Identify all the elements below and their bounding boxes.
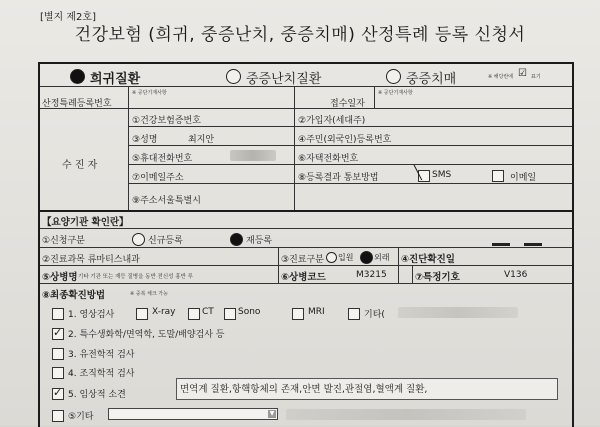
received-date-note: ※ 공단기재사항 xyxy=(378,90,413,96)
imaging-label: 1. 영상검사 xyxy=(68,310,115,320)
diagnosis-date-mark xyxy=(524,243,542,246)
institution-section-title: 【요양기관 확인란】 xyxy=(42,217,129,228)
diagnosis-date-mark xyxy=(492,243,510,246)
attachment-label: [별지 제2호] xyxy=(40,12,96,23)
received-date-label: 접수일자 xyxy=(330,99,365,109)
radio-intractable-disease[interactable] xyxy=(226,69,241,84)
ct-option: CT xyxy=(202,307,214,317)
sono-option: Sono xyxy=(238,307,261,317)
name-label: ③성명 xyxy=(132,135,158,145)
option-rare-disease: 희귀질환 xyxy=(90,72,141,87)
registration-number-label: 산정특례등록번호 xyxy=(42,99,112,109)
form-title: 건강보험 (희귀, 중증난치, 중증치매) 산정특례 등록 신청서 xyxy=(74,25,526,45)
email-option: 이메일 xyxy=(510,173,537,183)
subscriber-label: ②가입자(세대주) xyxy=(298,116,366,126)
radio-new-registration[interactable] xyxy=(132,233,145,246)
special-code-label: ⑦특정기호 xyxy=(415,272,460,283)
radio-outpatient[interactable] xyxy=(360,251,373,264)
other-imaging-checkbox[interactable] xyxy=(348,308,360,320)
inpatient-option: 입원 xyxy=(338,253,354,262)
marking-note: ※ 해당란에 xyxy=(488,74,514,80)
insurance-number-label: ①건강보험증번호 xyxy=(132,116,201,126)
special-code-value[interactable]: V136 xyxy=(504,270,528,280)
option-intractable-disease: 중증난치질환 xyxy=(246,72,322,87)
care-type-label: ③진료구분 xyxy=(281,255,324,265)
clinical-findings-checkbox[interactable] xyxy=(52,388,64,400)
special-test-label: 2. 특수생화학/면역학, 도말/배양검사 등 xyxy=(68,330,225,340)
notify-method-label: ⑧등록결과 통보방법 xyxy=(298,173,379,183)
option-dementia: 중증치매 xyxy=(406,72,457,87)
confirmation-method-label: ⑧최종확진방법 xyxy=(42,290,106,301)
resident-number-label: ④주민(외국인)등록번호 xyxy=(298,135,392,145)
sms-option: SMS xyxy=(432,170,452,180)
re-registration-option: 재등록 xyxy=(246,236,273,246)
marking-note-check-icon: ☑ xyxy=(518,68,527,79)
mri-checkbox[interactable] xyxy=(292,308,304,320)
diagnosis-date-label: ④진단확진일 xyxy=(401,254,455,265)
department-label: ②진료과목 류마티스내과 xyxy=(42,255,140,265)
chevron-down-icon: ▼ xyxy=(269,410,275,417)
xray-checkbox[interactable] xyxy=(136,308,148,320)
xray-option: X-ray xyxy=(152,307,176,317)
disease-name-value: 기타 기관 또는 재등 질병을 동반 전신성 홍반 루 xyxy=(78,274,193,280)
name-value[interactable]: 최지안 xyxy=(188,135,215,145)
redacted-mobile xyxy=(230,150,276,161)
email-label: ⑦이메일주소 xyxy=(132,173,184,183)
radio-dementia[interactable] xyxy=(386,69,401,84)
other-dropdown[interactable] xyxy=(108,408,278,420)
other-label: ⑤기타 xyxy=(68,412,94,422)
disease-name-label: ⑤상병명 xyxy=(42,272,78,283)
ct-checkbox[interactable] xyxy=(188,308,200,320)
radio-rare-disease[interactable] xyxy=(70,69,85,84)
apply-type-label: ①신청구분 xyxy=(42,236,85,246)
special-test-checkbox[interactable] xyxy=(52,328,64,340)
registration-number-note: ※ 공단기재사항 xyxy=(132,90,167,96)
disease-code-value[interactable]: M3215 xyxy=(356,270,387,280)
redacted-other-imaging xyxy=(398,307,518,318)
imaging-checkbox[interactable] xyxy=(52,308,64,320)
home-phone-label: ⑥자택전화번호 xyxy=(298,154,359,164)
histology-checkbox[interactable] xyxy=(52,367,64,379)
clinical-findings-value: 면역계 질환,항핵항체의 존재,안면 발진,관절염,혈액계 질환, xyxy=(180,384,428,395)
divider xyxy=(40,86,572,87)
application-form xyxy=(38,62,574,427)
new-registration-option: 신규등록 xyxy=(148,236,183,246)
marking-note-after: 표기 xyxy=(531,74,541,80)
other-imaging-option: 기타( xyxy=(364,310,385,320)
sono-checkbox[interactable] xyxy=(224,308,236,320)
radio-re-registration[interactable] xyxy=(230,233,243,246)
multi-check-note: ※ 중복 체크 가능 xyxy=(130,291,168,297)
clinical-findings-label: 5. 임상적 소견 xyxy=(68,390,126,400)
outpatient-option: 외래 xyxy=(374,253,390,262)
radio-inpatient[interactable] xyxy=(326,252,337,263)
disease-code-label: ⑥상병코드 xyxy=(281,272,326,283)
address-label: ⑨주소서울특별시 xyxy=(132,196,201,206)
sms-check-mark-icon: ╲ xyxy=(414,166,422,181)
mri-option: MRI xyxy=(308,307,325,317)
mobile-label: ⑤휴대전화번호 xyxy=(132,154,193,164)
genetic-test-checkbox[interactable] xyxy=(52,348,64,360)
redacted-other xyxy=(286,409,526,420)
histology-label: 4. 조직학적 검사 xyxy=(68,369,135,379)
genetic-test-label: 3. 유전학적 검사 xyxy=(68,350,135,360)
other-checkbox[interactable] xyxy=(52,410,64,422)
email-checkbox[interactable] xyxy=(492,170,504,182)
applicant-section-label: 수 진 자 xyxy=(62,160,98,171)
